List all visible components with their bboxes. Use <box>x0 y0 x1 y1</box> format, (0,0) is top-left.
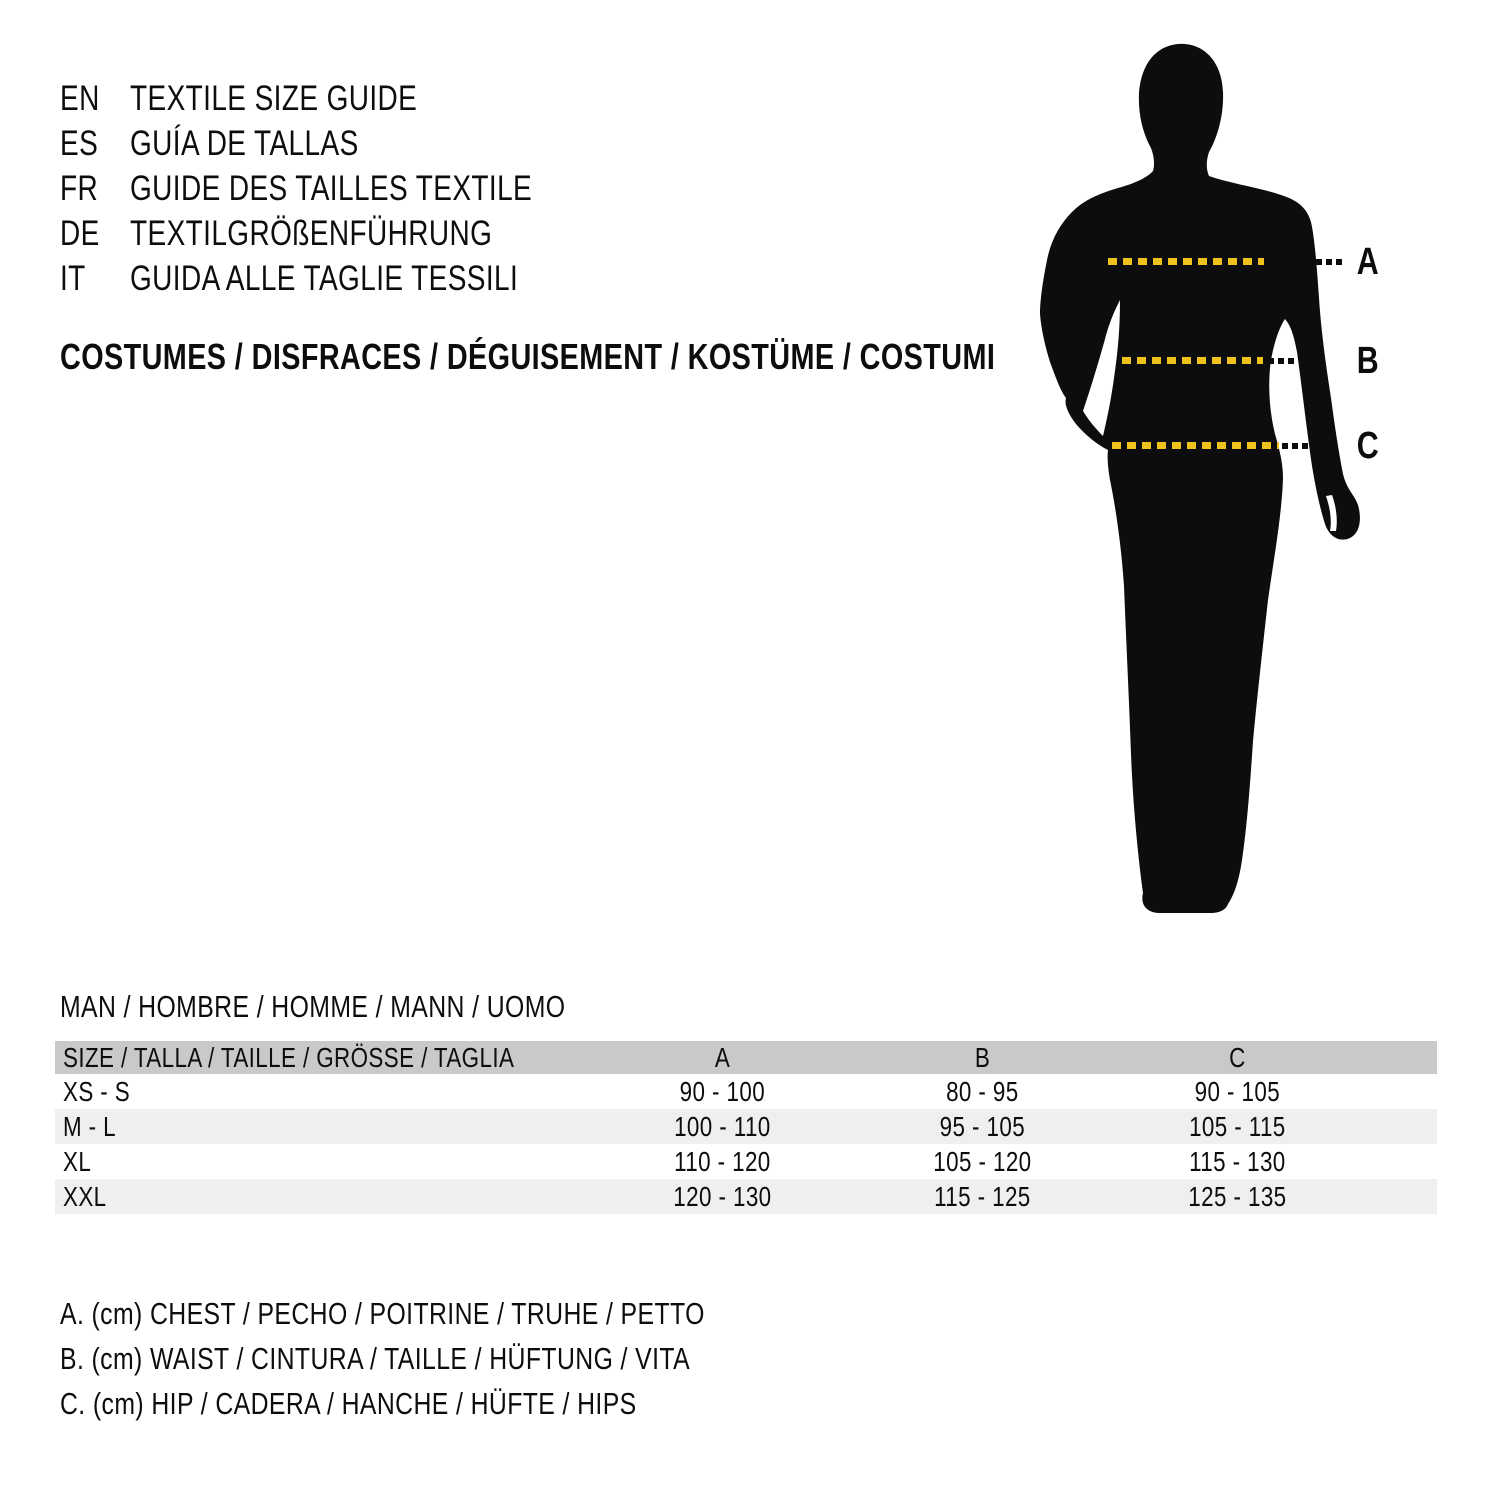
table-row-xxl <box>55 1179 1437 1214</box>
lang-code-de: DE <box>60 214 100 253</box>
measure-label-b: B <box>1356 340 1380 382</box>
lang-title-fr: GUIDE DES TAILLES TEXTILE <box>130 169 533 208</box>
legend-hip: C. (cm) HIP / CADERA / HANCHE / HÜFTE / HIPS <box>60 1386 637 1421</box>
table-header-size: SIZE / TALLA / TAILLE / GRÖSSE / TAGLIA <box>63 1042 515 1073</box>
size-label: XS - S <box>63 1076 131 1107</box>
lang-row-it <box>60 256 633 301</box>
measure-label-c: C <box>1356 425 1380 467</box>
value-a: 110 - 120 <box>674 1146 771 1177</box>
table-header-c: C <box>1229 1042 1246 1073</box>
lang-row-en <box>60 76 633 121</box>
lang-title-en: TEXTILE SIZE GUIDE <box>130 79 418 118</box>
lang-code-es: ES <box>60 124 99 163</box>
table-row-m-l <box>55 1109 1437 1144</box>
lang-row-fr <box>60 166 633 211</box>
lang-title-de: TEXTILGRÖßENFÜHRUNG <box>130 214 493 253</box>
value-c: 115 - 130 <box>1189 1146 1286 1177</box>
man-silhouette-svg <box>1020 38 1380 918</box>
value-b: 80 - 95 <box>946 1076 1019 1107</box>
category-heading: COSTUMES / DISFRACES / DÉGUISEMENT / KOSTÜME / COSTUMI <box>60 336 996 377</box>
table-header-row <box>55 1041 1437 1074</box>
value-a: 120 - 130 <box>673 1181 772 1212</box>
legend-waist: B. (cm) WAIST / CINTURA / TAILLE / HÜFTUNG / VITA <box>60 1341 691 1376</box>
value-b: 95 - 105 <box>939 1111 1026 1142</box>
measure-line-b-yellow <box>1122 357 1263 364</box>
size-label: XL <box>63 1146 92 1177</box>
measure-line-c-yellow <box>1112 442 1279 449</box>
size-table <box>55 1041 1437 1214</box>
lang-title-es: GUÍA DE TALLAS <box>130 124 359 163</box>
table-header-a: A <box>714 1042 731 1073</box>
measure-line-b-black <box>1268 358 1294 364</box>
table-row-xs-s <box>55 1074 1437 1109</box>
lang-code-fr: FR <box>60 169 99 208</box>
value-c: 125 - 135 <box>1188 1181 1287 1212</box>
lang-row-de <box>60 211 633 256</box>
measurement-legend <box>60 1291 866 1426</box>
value-a: 100 - 110 <box>674 1111 771 1142</box>
size-label: XXL <box>63 1181 107 1212</box>
value-b: 115 - 125 <box>934 1181 1031 1212</box>
value-b: 105 - 120 <box>933 1146 1032 1177</box>
language-title-block <box>60 76 633 301</box>
value-c: 90 - 105 <box>1194 1076 1281 1107</box>
man-silhouette-body <box>1040 44 1360 913</box>
legend-chest: A. (cm) CHEST / PECHO / POITRINE / TRUHE / PETTO <box>60 1296 705 1331</box>
lang-code-en: EN <box>60 79 100 118</box>
measure-line-a-yellow <box>1108 258 1264 265</box>
measure-label-a: A <box>1356 241 1380 283</box>
section-title-man: MAN / HOMBRE / HOMME / MANN / UOMO <box>60 989 566 1024</box>
size-label: M - L <box>63 1111 117 1142</box>
lang-row-es <box>60 121 633 166</box>
table-row-xl <box>55 1144 1437 1179</box>
measure-line-a-black <box>1316 259 1342 265</box>
value-a: 90 - 100 <box>679 1076 766 1107</box>
lang-title-it: GUIDA ALLE TAGLIE TESSILI <box>130 259 519 298</box>
table-header-b: B <box>974 1042 991 1073</box>
man-silhouette <box>1020 38 1380 918</box>
measure-line-c-black <box>1282 443 1325 449</box>
value-c: 105 - 115 <box>1189 1111 1286 1142</box>
lang-code-it: IT <box>60 259 86 298</box>
